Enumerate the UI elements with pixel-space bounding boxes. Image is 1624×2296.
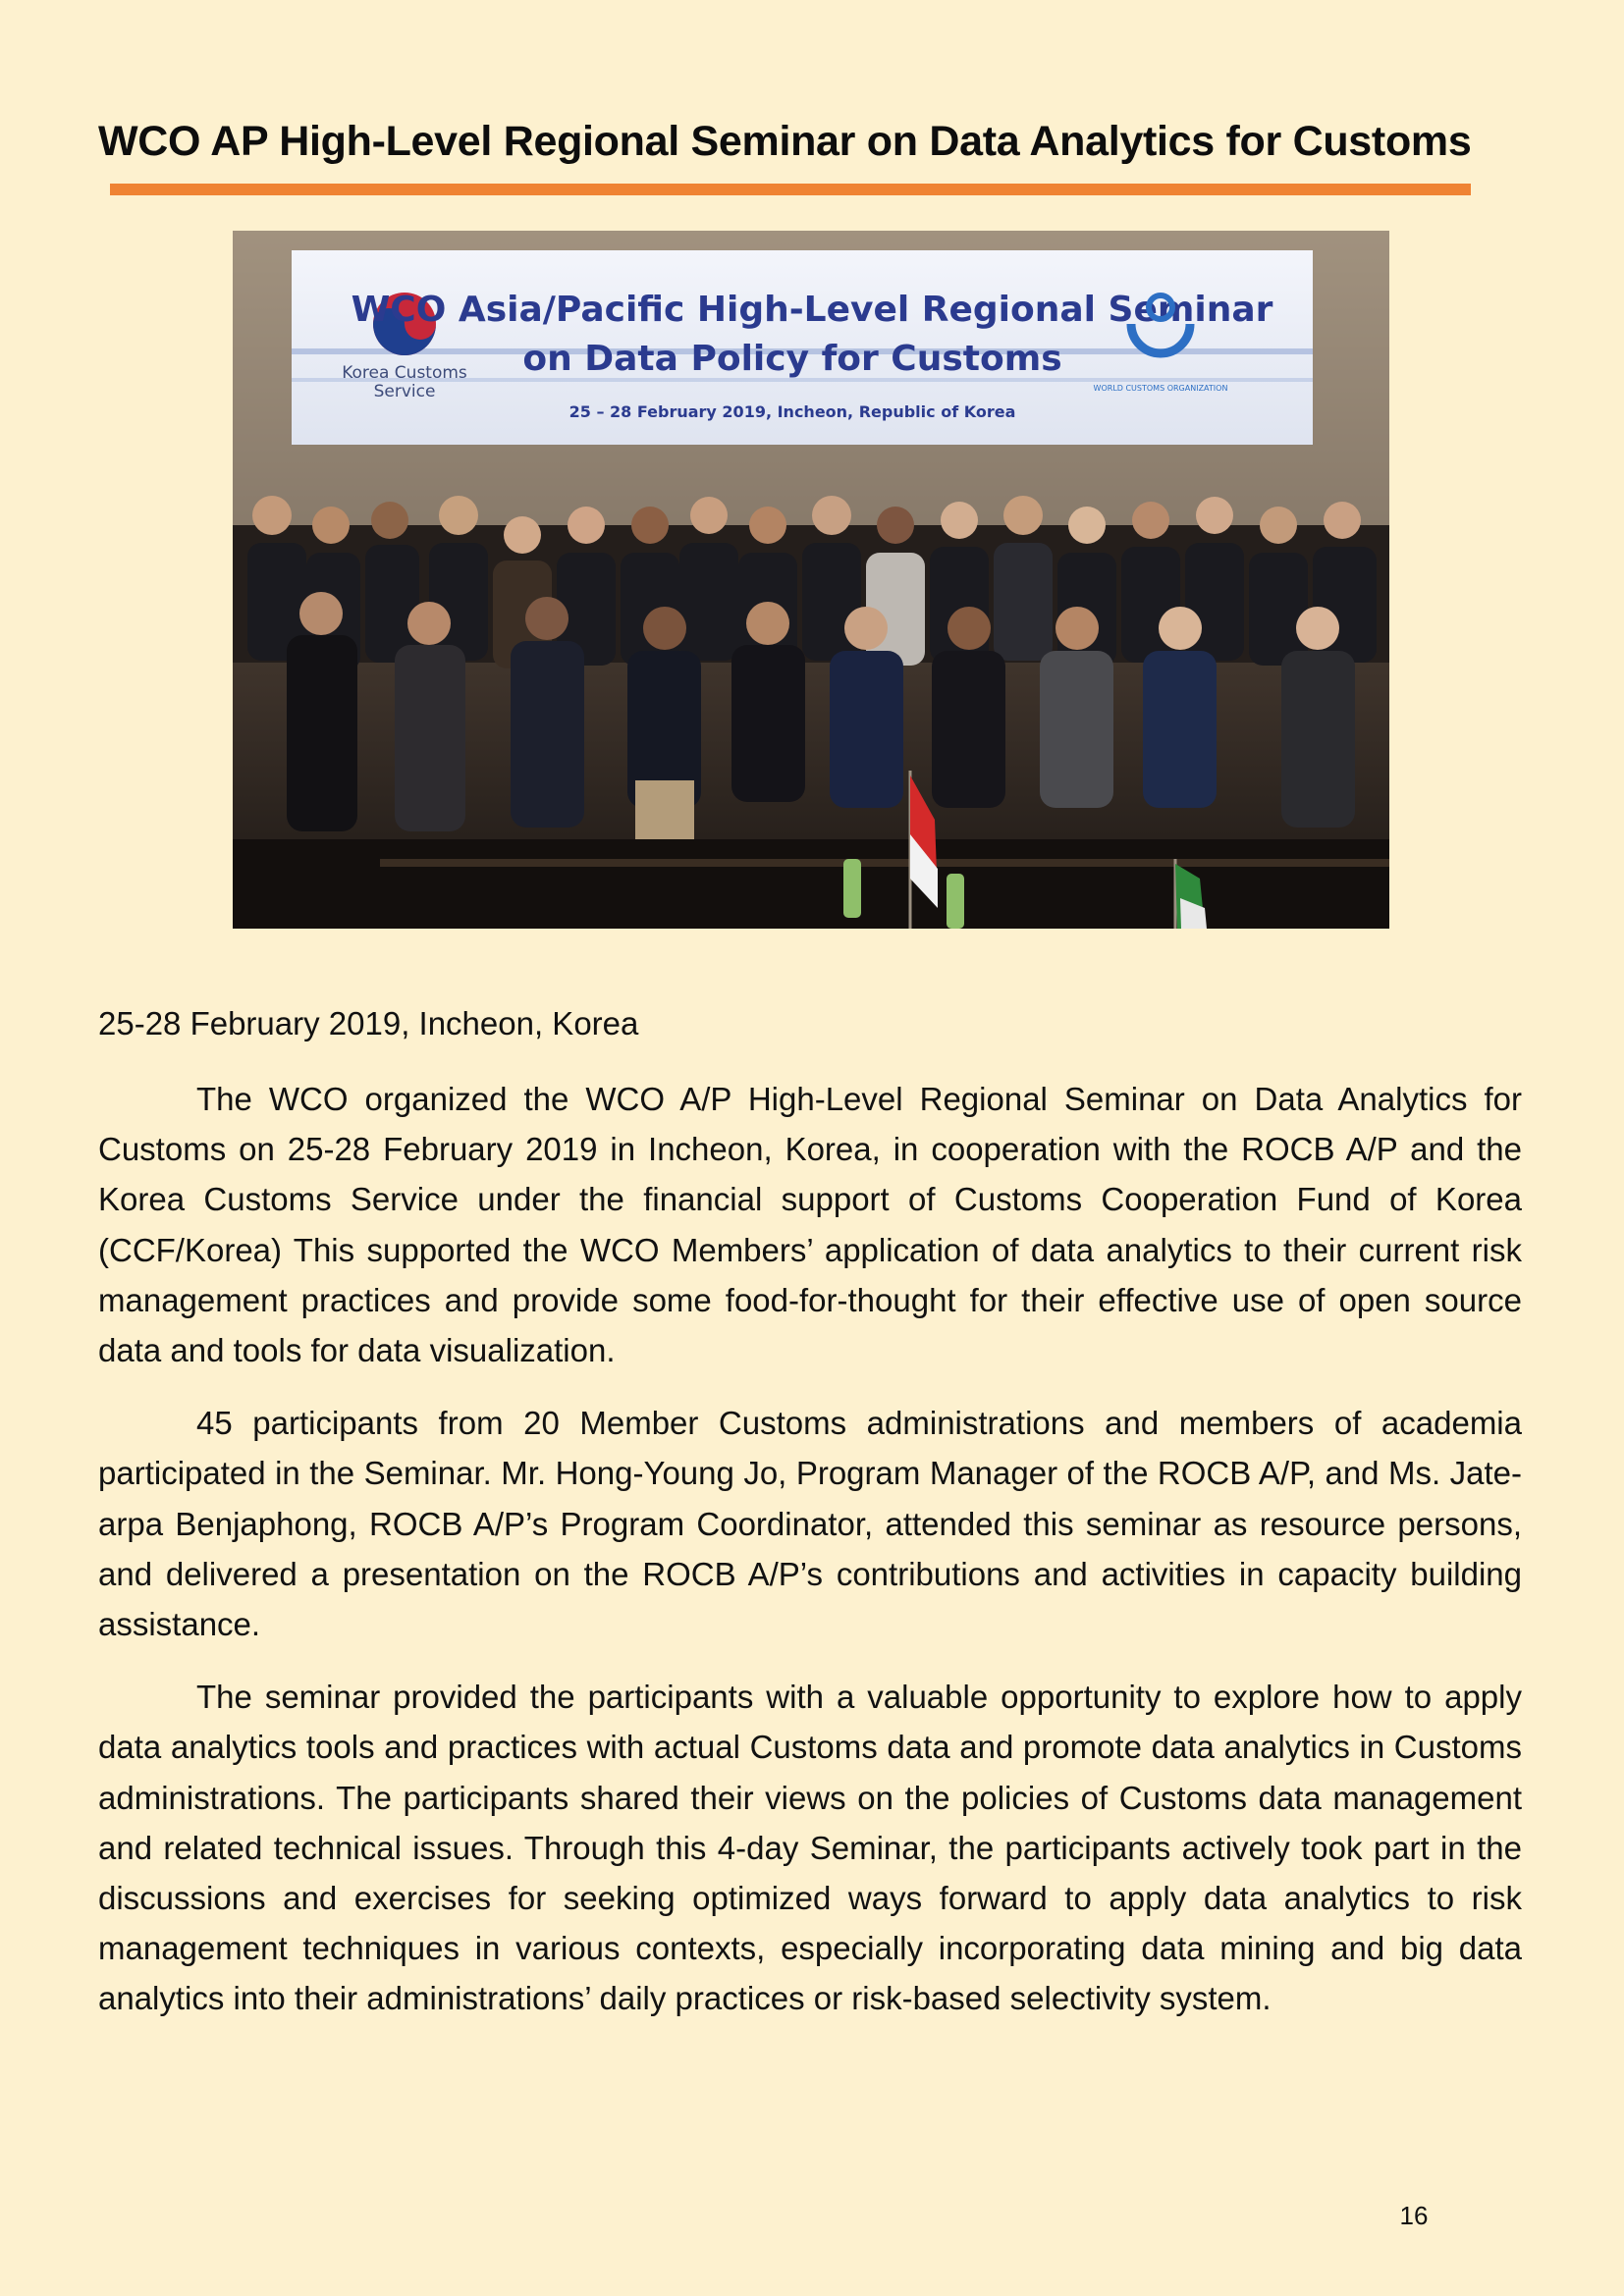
- paragraph: 45 participants from 20 Member Customs administrations and members of academia participated in the Seminar. Mr. Hong-Young Jo, Program Manager of the ROCB A/P, and Ms. Jate-arpa Benjaphong, ROCB A/P’s Program Coordinator, attended this seminar as resource persons, and delivered a presentation on the ROCB A/P’s contributions and activities in capacity building assistance.: [98, 1405, 1522, 1643]
- seminar-banner: [292, 250, 1313, 445]
- page-title: WCO AP High-Level Regional Seminar on Data Analytics for Customs: [98, 118, 1472, 165]
- paragraph: The seminar provided the participants with a valuable opportunity to explore how to apply data analytics tools and practices with actual Customs data and promote data analytics in Customs administrations. The participants shared their views on the policies of Customs data management and related technical issues. Through this 4-day Seminar, the participants actively took part in the discussions and exercises for seeking optimized ways forward to apply data analytics to risk management techniques in various contexts, especially incorporating data mining and big data analytics into their administrations’ daily practices or risk-based selectivity system.: [98, 1679, 1522, 2017]
- page-number: 16: [1399, 2201, 1429, 2230]
- left-logo-text-1: Korea Customs: [342, 363, 467, 383]
- right-logo-text: WORLD CUSTOMS ORGANIZATION: [1093, 384, 1228, 393]
- water-bottle: [843, 859, 861, 918]
- title-underline-rule: [110, 184, 1471, 195]
- banner-dates: 25 – 28 February 2019, Incheon, Republic of Korea: [568, 402, 1016, 421]
- paragraph: The WCO organized the WCO A/P High-Level Regional Seminar on Data Analytics for Customs on 25-28 February 2019 in Incheon, Korea, in cooperation with the ROCB A/P and the Korea Customs Service under the financial support of Customs Cooperation Fund of Korea (CCF/Korea) This supported the WCO Members’ application of data analytics to their current risk management practices and provide some food-for-thought for their effective use of open source data and tools for data visualization.: [98, 1081, 1522, 1369]
- date-location: 25-28 February 2019, Incheon, Korea: [98, 1005, 639, 1041]
- group-photo: [233, 231, 1389, 929]
- water-bottle: [947, 874, 964, 929]
- banner-line-1: WCO Asia/Pacific High-Level Regional Seminar: [351, 290, 1273, 330]
- banner-line-2: on Data Policy for Customs: [522, 339, 1062, 379]
- left-logo-text-2: Service: [373, 382, 436, 401]
- article-body: [98, 1074, 1522, 2047]
- group-photo-illustration: [233, 231, 1389, 929]
